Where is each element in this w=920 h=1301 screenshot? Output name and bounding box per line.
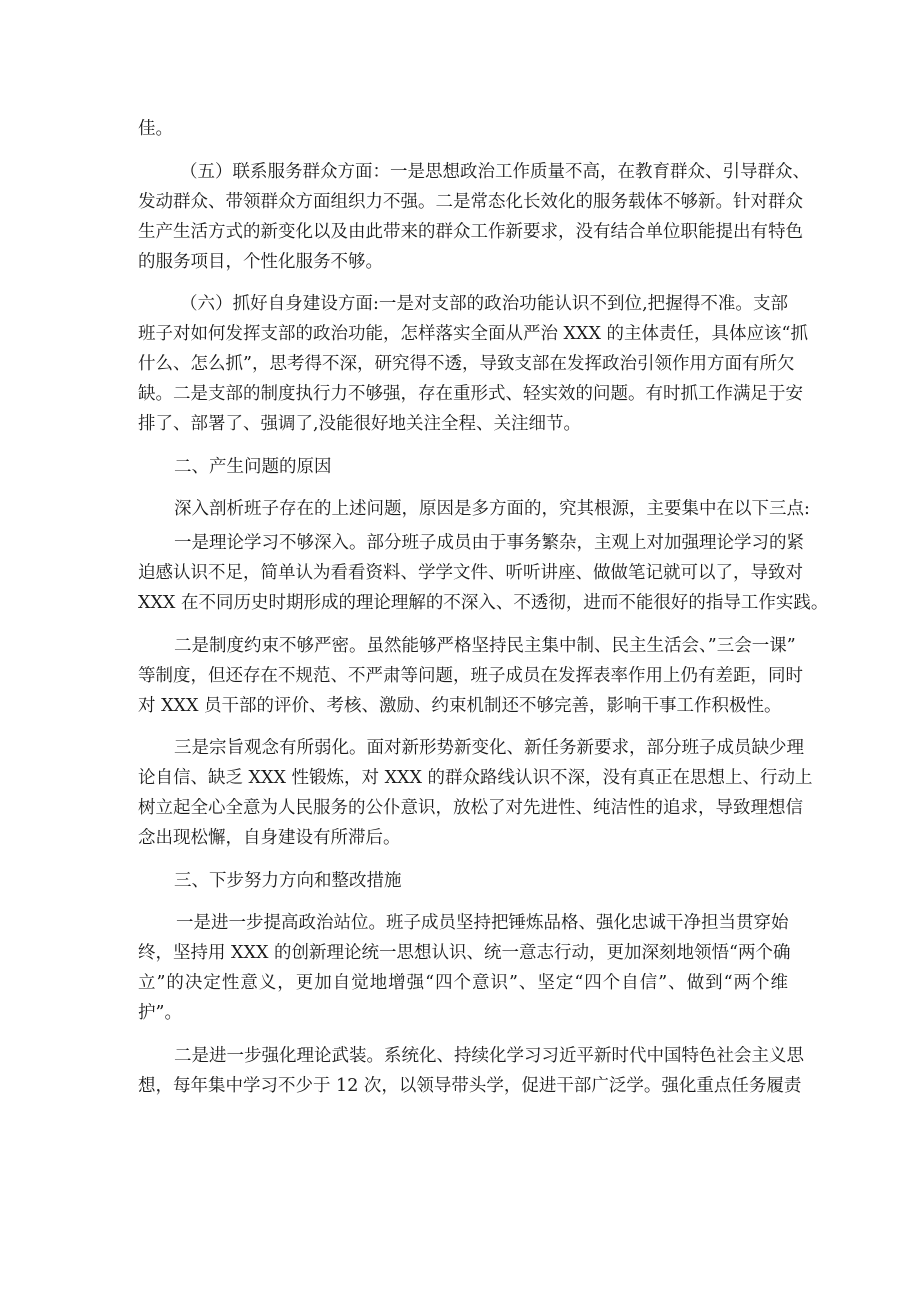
section-heading: 三、下步努力方向和整改措施 (174, 870, 402, 891)
text-line: 深入剖析班子存在的上述问题，原因是多方面的，究其根源，主要集中在以下三点: (174, 499, 810, 519)
text-line: 论自信、缺乏 XXX 性锻炼，对 XXX 的群众路线认识不深，没有真正在思想上、行动上 (138, 768, 813, 788)
text-line: 立”的决定性意义，更加自觉地增强“四个意识”、坚定“四个自信”、做到“两个维 (138, 973, 788, 993)
text-line: 生产生活方式的新变化以及由此带来的群众工作新要求，没有结合单位职能提出有特色 (138, 221, 803, 242)
text-line: 佳。 (138, 119, 173, 139)
text-line: 二是进一步强化理论武装。系统化、持续化学习习近平新时代中国特色社会主义思 (174, 1045, 804, 1066)
text-line: XXX 在不同历史时期形成的理论理解的不深入、不透彻，进而不能很好的指导工作实践。 (138, 593, 829, 613)
document-body (138, 114, 829, 1101)
text-line: 三是宗旨观念有所弱化。面对新形势新变化、新任务新要求，部分班子成员缺少理 (174, 738, 804, 758)
text-line: 想，每年集中学习不少于 12 次，以领导带头学，促进干部广泛学。强化重点任务履责 (138, 1075, 802, 1096)
text-line: 的服务项目，个性化服务不够。 (138, 251, 383, 272)
text-line: （五）联系服务群众方面：一是思想政治工作质量不高，在教育群众、引导群众、 (180, 161, 810, 182)
text-line: 二是制度约束不够严密。虽然能够严格坚持民主集中制、民主生活会、”三会一课” (174, 635, 796, 656)
text-line: 终，坚持用 XXX 的创新理论统一思想认识、统一意志行动，更加深刻地领悟“两个确 (138, 943, 791, 963)
text-line: 缺。二是支部的制度执行力不够强，存在重形式、轻实效的问题。有时抓工作满足于安 (138, 384, 803, 404)
text-line: 一是理论学习不够深入。部分班子成员由于事务繁杂，主观上对加强理论学习的紧 (174, 533, 804, 553)
text-line: 护”。 (138, 1003, 182, 1023)
text-line: 等制度，但还存在不规范、不严肃等问题，班子成员在发挥表率作用上仍有差距，同时 (138, 665, 803, 686)
text-line: 对 XXX 员干部的评价、考核、激励、约束机制还不够完善，影响干事工作积极性。 (138, 695, 782, 716)
text-line: 念出现松懈，自身建设有所滞后。 (138, 828, 401, 848)
text-line: 树立起全心全意为人民服务的公仆意识，放松了对先进性、纯洁性的追求，导致理想信 (138, 798, 803, 818)
text-line: 一是进一步提高政治站位。班子成员坚持把锤炼品格、强化忠诚干净担当贯穿始 (176, 913, 789, 933)
text-line: 班子对如何发挥支部的政治功能，怎样落实全面从严治 XXX 的主体责任，具体应该“抓 (138, 324, 808, 344)
section-heading: 二、产生问题的原因 (174, 456, 332, 477)
text-line: 发动群众、带领群众方面组织力不强。二是常态化长效化的服务载体不够新。针对群众 (138, 191, 803, 212)
text-line: 排了、部署了、强调了,没能很好地关注全程、关注细节。 (138, 414, 582, 434)
text-line: 什么、怎么抓”，思考得不深，研究得不透，导致支部在发挥政治引领作用方面有所欠 (138, 354, 795, 374)
text-line: 迫感认识不足，简单认为看看资料、学学文件、听听讲座、做做笔记就可以了，导致对 (138, 563, 803, 583)
text-line: （六）抓好自身建设方面:一是对支部的政治功能认识不到位,把握得不准。支部 (180, 294, 788, 314)
